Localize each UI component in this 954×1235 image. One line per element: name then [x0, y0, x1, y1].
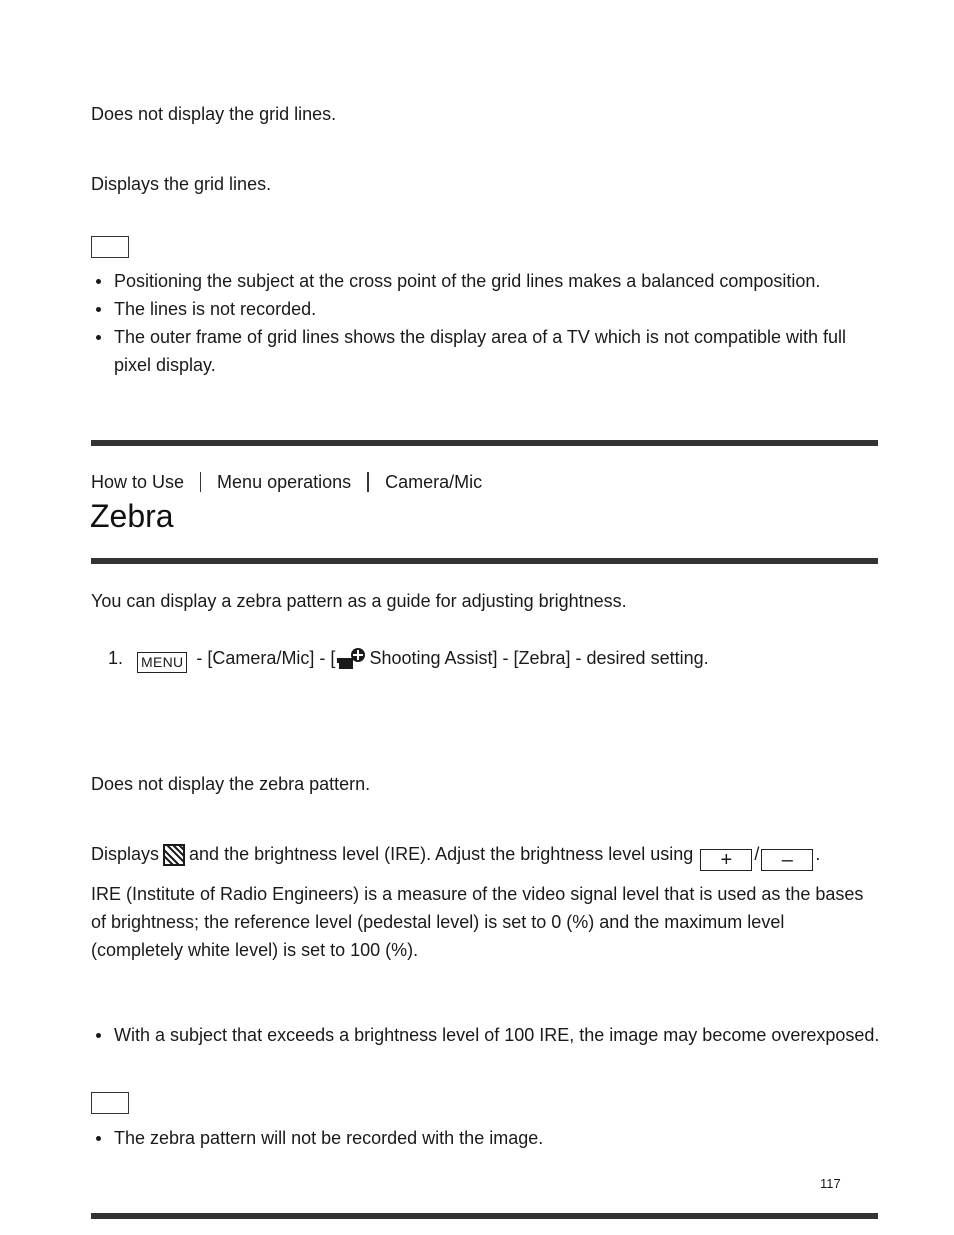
breadcrumb-separator [200, 472, 201, 492]
footer-rule [91, 1213, 878, 1219]
hint-label-box [91, 236, 129, 258]
step-instruction [137, 644, 709, 673]
breadcrumb-menu-operations[interactable]: Menu operations [217, 472, 352, 492]
shooting-assist-icon [335, 646, 367, 670]
zebra-on-description [91, 840, 820, 871]
breadcrumb-camera-mic[interactable]: Camera/Mic [385, 472, 483, 492]
list-item: With a subject that exceeds a brightness level of 100 IRE, the image may become overexposed. [91, 1021, 881, 1049]
hint-label-box [91, 1092, 129, 1114]
step-number: 1. [108, 648, 124, 668]
section-divider-top [91, 440, 878, 446]
list-item: Positioning the subject at the cross point of the grid lines makes a balanced composition. [91, 267, 881, 295]
minus-key: – [761, 849, 813, 871]
section-divider-bottom [91, 558, 878, 564]
list-item: The outer frame of grid lines shows the display area of a TV which is not compatible with full pixel display. [91, 323, 881, 379]
menu-key: MENU [137, 652, 187, 673]
key-slash: / [754, 844, 760, 864]
zebra-notes-list [91, 1021, 881, 1049]
breadcrumb-how-to-use[interactable]: How to Use [91, 472, 185, 492]
grid-off-description: Does not display the grid lines. [91, 104, 337, 124]
zebra-hints-list [91, 1124, 881, 1152]
zebra-icon [163, 844, 185, 866]
step-text-part1: - [Camera/Mic] - [ [191, 648, 336, 668]
zebra-off-description: Does not display the zebra pattern. [91, 774, 371, 794]
list-item: The lines is not recorded. [91, 295, 881, 323]
grid-hints-list [91, 267, 881, 379]
grid-on-description: Displays the grid lines. [91, 174, 272, 194]
breadcrumb-separator [367, 472, 369, 492]
sentence-end: . [815, 844, 821, 864]
ire-note: IRE (Institute of Radio Engineers) is a measure of the video signal level that is used as the bases of brightness; the reference level (pedestal level) is set to 0 (%) and the maximum level (completely white level) is set to 100 (%). [91, 884, 864, 960]
breadcrumb [91, 469, 482, 495]
step-text-part2: Shooting Assist] - [Zebra] - desired setting. [369, 648, 709, 668]
intro-text: You can display a zebra pattern as a guide for adjusting brightness. [91, 591, 627, 611]
zebra-on-text-pre: Displays [91, 844, 160, 864]
plus-key: + [700, 849, 752, 871]
page-title: Zebra [90, 498, 174, 534]
page-number: 117 [820, 1176, 841, 1191]
list-item: The zebra pattern will not be recorded with the image. [91, 1124, 881, 1152]
zebra-on-text-post: and the brightness level (IRE). Adjust the brightness level using [189, 844, 694, 864]
